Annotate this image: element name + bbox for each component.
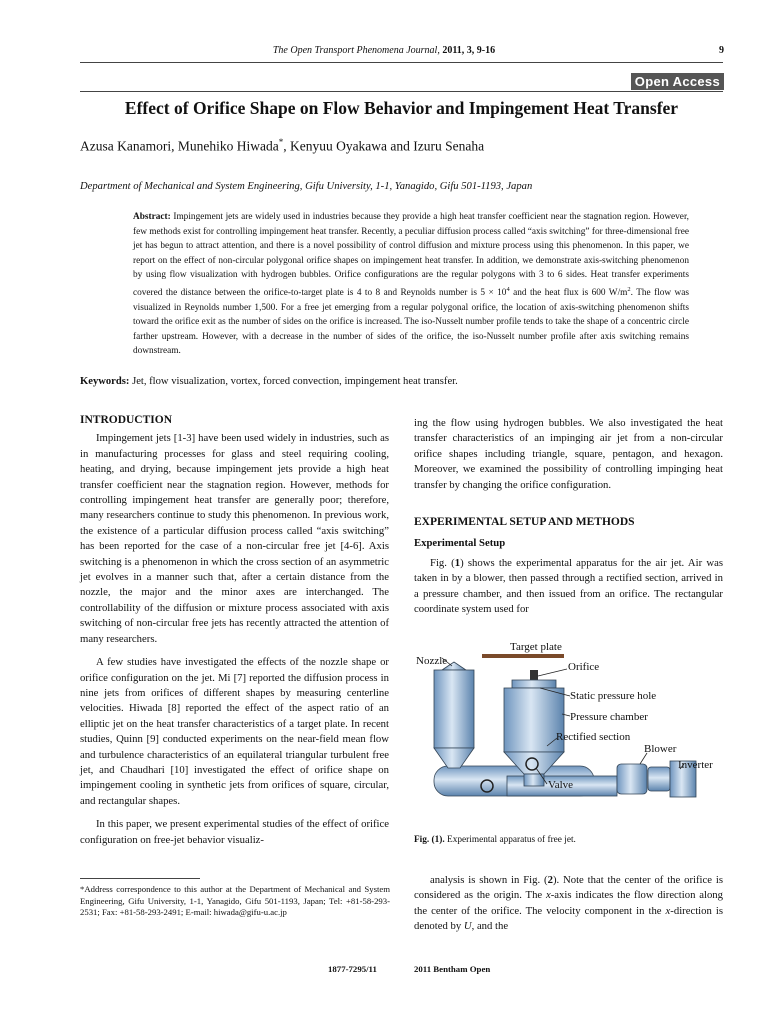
orifice-shape bbox=[530, 670, 538, 680]
label-rectified-section: Rectified section bbox=[556, 731, 631, 743]
chamber-cap bbox=[512, 680, 556, 688]
abstract-text-3: . The flow was visualized in Reynolds number 1,500. For a free jet emerging from a regular polygonal orifice, the location of axis-switching phenomenon shifts toward the orifice exit as the number of sides on the orifice is increased. The iso-Nusselt number profile tends to take the shape of a concentric circle farther upstream. However, with a decrease in the number of sides of the orifice, the iso-Nusselt number profile after axis switching remains downstream. bbox=[133, 288, 690, 357]
setup-paragraph bbox=[414, 556, 723, 618]
correspondence-footnote: *Address correspondence to this author at the Department of Mechanical and System Engineering, Gifu University, 1-1, Yanagido, Gifu 501-1193, Japan; Tel: +81-58-293-2531; Fax: +81-58-293-2491; E-mail: hiwada@gifu-u.ac.jp bbox=[80, 884, 390, 918]
footer-issn: 1877-7295/11 bbox=[328, 964, 377, 974]
blower-motor bbox=[648, 767, 670, 791]
pressure-chamber-shape bbox=[504, 688, 564, 752]
analysis-paragraph bbox=[414, 873, 723, 935]
abstract-text-2: and the heat flux is 600 W/m bbox=[509, 288, 628, 299]
caption-label: Fig. (1). bbox=[414, 835, 445, 845]
journal-pages: 9-16 bbox=[476, 45, 496, 56]
label-valve: Valve bbox=[548, 779, 574, 791]
label-pressure-chamber: Pressure chamber bbox=[570, 711, 648, 723]
label-inverter: Inverter bbox=[678, 759, 713, 771]
keywords bbox=[80, 376, 723, 387]
abstract bbox=[133, 210, 689, 359]
header-rule bbox=[80, 62, 723, 63]
intro-paragraph-continued: ing the flow using hydrogen bubbles. We also investigated the heat transfer characteristics of an impinging air jet from a non-circular orifice shapes including triangle, square, pentagon, and hexagon. Moreover, we examined the possibility of controlling impinging heat transfer by changing the orifice configuration. bbox=[414, 417, 723, 491]
nozzle-tank bbox=[434, 670, 474, 748]
figure-ref-2: 2 bbox=[547, 874, 553, 886]
blower-shape bbox=[617, 764, 647, 794]
label-target-plate: Target plate bbox=[510, 641, 562, 653]
paper-title: Effect of Orifice Shape on Flow Behavior and Impingement Heat Transfer bbox=[124, 98, 679, 118]
keywords-label: Keywords: bbox=[80, 376, 130, 387]
experimental-setup-subheading: Experimental Setup bbox=[414, 537, 506, 550]
label-blower: Blower bbox=[644, 743, 677, 755]
figure-ref-1: 1 bbox=[454, 556, 461, 569]
footer-publisher: 2011 Bentham Open bbox=[414, 964, 491, 974]
right-column-lower bbox=[414, 873, 723, 935]
experimental-section-heading: EXPERIMENTAL SETUP AND METHODS bbox=[414, 516, 635, 529]
title-rule bbox=[80, 91, 723, 92]
page-number: 9 bbox=[719, 45, 724, 56]
setup-text-post: ) shows the experimental apparatus for the air jet. Air was taken in by a blower, then passed through a rectified section, arrived in a pressure chamber, and then issued from an orifice. The rectangular coordinate system used for bbox=[414, 556, 723, 616]
target-plate-shape bbox=[482, 654, 564, 658]
keywords-text: Jet, flow visualization, vortex, forced convection, impingement heat transfer. bbox=[129, 376, 458, 387]
x-direction-symbol: x bbox=[665, 904, 671, 917]
x-axis-symbol: x bbox=[546, 889, 551, 902]
label-nozzle: Nozzle bbox=[416, 655, 448, 667]
analysis-text-3: -axis indicates the flow direction along the center of the orifice. The velocity component in the bbox=[414, 889, 723, 917]
figure-experimental-apparatus bbox=[412, 636, 724, 826]
abstract-sup-2: 2 bbox=[627, 285, 631, 293]
analysis-text-2: ). Note that the center of the orifice is considered as the origin. The bbox=[414, 874, 723, 902]
figure-caption bbox=[414, 835, 576, 845]
left-column bbox=[80, 413, 389, 848]
caption-text: Experimental apparatus of free jet. bbox=[444, 835, 576, 845]
abstract-text-1: Impingement jets are widely used in industries because they provide a high heat transfer coefficient near the stagnation region. However, few methods exist for controlling impingement heat transfer. Recently, a peculiar diffusion process called “axis switching” for three-dimensional free jet has begun to attract attention, and there is a novel possibility of control diffusion and mixture process using this phenomenon. In this paper, we report on the effect of non-circular polygonal orifice shapes on impingement heat transfer. In addition, we demonstrate axis-switching phenomenon by using flow visualization with hydrogen bubbles. Orifice configurations are the regular polygons with 3 to 6 sides. Heat transfer experiments covered the distance between the orifice-to-target plate is 4 to 8 and Reynolds number is 5 × 10 bbox=[133, 212, 689, 299]
author-list bbox=[80, 137, 484, 155]
corresponding-mark: * bbox=[278, 137, 284, 147]
setup-text-pre: Fig. ( bbox=[430, 556, 455, 569]
introduction-heading: INTRODUCTION bbox=[80, 414, 173, 426]
abstract-sup-1: 4 bbox=[506, 285, 510, 293]
affiliation: Department of Mechanical and System Engineering, Gifu University, 1-1, Yanagido, Gifu 501-1193, Japan bbox=[80, 181, 533, 192]
right-column-upper bbox=[414, 416, 723, 617]
authors-rest: , Kenyuu Oyakawa and Izuru Senaha bbox=[283, 138, 485, 154]
analysis-text-1: analysis is shown in Fig. ( bbox=[430, 874, 548, 886]
nozzle-cone bbox=[434, 748, 474, 768]
analysis-text-5: , and the bbox=[471, 920, 509, 933]
open-access-badge: Open Access bbox=[631, 73, 724, 90]
running-header bbox=[0, 45, 768, 56]
intro-paragraph-3: In this paper, we present experimental studies of the effect of orifice configuration on free-jet behavior visualiz- bbox=[80, 818, 389, 846]
label-orifice: Orifice bbox=[568, 661, 600, 673]
label-static-pressure-hole: Static pressure hole bbox=[570, 690, 657, 702]
intro-paragraph-2: A few studies have investigated the effects of the nozzle shape or orifice configuration on the jet. Mi [7] reported the diffusion process in nine jets from orifices of different shapes by measuring centerline velocities. Hiwada [8] reported the effect of the aspect ratio of an elliptic jet on the heat transfer characteristics of a target plate. In recent studies, Quinn [9] conducted experiments on the near-field mean flow and turbulence characteristics of an equilateral triangular turbulent free jet, and Chaudhari [10] investigated the effect of orifice shape on impingement cooling in synthetic jets from orifices of square, circular, and rectangular shapes. bbox=[80, 656, 389, 807]
u-symbol: U bbox=[463, 920, 472, 933]
intro-paragraph-1: Impingement jets [1-3] have been used widely in industries, such as in manufacturing processes for glass and steel requiring cooling, heating, and drying, because impingement jets provide a high heat transfer coefficient near the stagnation region. However, methods for controlling impingement heat transfer are generally poor; therefore, many researchers continue to study this phenomenon. In previous work, the existence of a particular diffusion process called “axis switching” has been reported for the case of a non-circular free jet [4-6]. Axis switching is a phenomenon in which the cross section of an asymmetric jet evolves in a manner such that, after a certain distance from the nozzle, the major and the minor axes are interchanged. The controllability of the diffusion or mixture process associated with axis switching of non-circular free jets has recently attracted the attention of many researchers. bbox=[80, 432, 389, 645]
journal-year-volume: 2011, 3, bbox=[442, 45, 475, 56]
abstract-label: Abstract: bbox=[133, 212, 171, 222]
analysis-text-4: -direction is denoted by bbox=[414, 904, 723, 933]
journal-name: The Open Transport Phenomena Journal, bbox=[272, 45, 440, 56]
footnote-rule bbox=[80, 878, 200, 879]
authors-first: Azusa Kanamori, Munehiko Hiwada bbox=[80, 138, 279, 154]
